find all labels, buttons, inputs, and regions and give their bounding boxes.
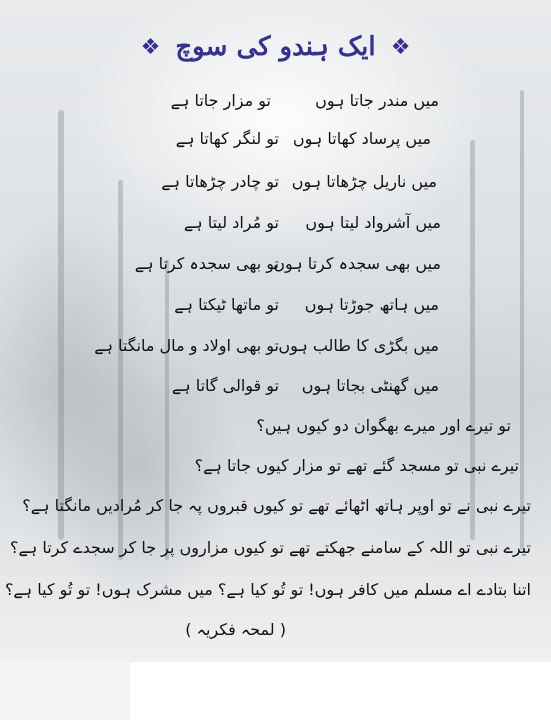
pair-left-6: تو ماتھا ٹیکتا ہے xyxy=(174,295,279,314)
bottom-blank-strip xyxy=(0,662,130,720)
pair-right-4: میں آشرواد لیتا ہوں xyxy=(305,213,441,232)
question-3: تیرے نبی نے تو اوپر ہاتھ اٹھائے تھے تو کیوں قبروں پہ جا کر مُرادیں مانگتا ہے؟ xyxy=(22,496,531,515)
pair-right-7: میں بگڑی کا طالب ہوں xyxy=(278,336,439,355)
question-2: تیرے نبی تو مسجد گئے تھے تو مزار کیوں جاتا ہے؟ xyxy=(194,456,519,475)
pair-left-1: تو مزار جاتا ہے xyxy=(170,91,271,110)
ornament-icon: ❖ xyxy=(140,34,161,60)
page-title: ایک ہندو کی سوچ xyxy=(175,32,376,62)
tree-trunk xyxy=(58,110,64,540)
title-row xyxy=(0,32,551,62)
pair-left-4: تو مُراد لیتا ہے xyxy=(183,213,279,232)
pair-left-3: تو چادر چڑھاتا ہے xyxy=(161,172,279,191)
pair-left-7: تو بھی اولاد و مال مانگتا ہے xyxy=(94,336,279,355)
closing-remark: ( لمحہ فکریہ ) xyxy=(185,620,286,639)
pair-right-8: میں گھنٹی بجاتا ہوں xyxy=(301,376,439,395)
pair-right-6: میں ہاتھ جوڑتا ہوں xyxy=(304,295,439,314)
pair-left-2: تو لنگر کھاتا ہے xyxy=(175,129,279,148)
question-5: اتنا بتادے اے مسلم میں کافر ہوں! تو تُو کیا ہے؟ میں مشرک ہوں! تو تُو کیا ہے؟ xyxy=(4,580,531,599)
pair-left-5: تو بھی سجدہ کرتا ہے xyxy=(134,254,279,273)
tree-trunk xyxy=(520,90,524,550)
tree-trunk xyxy=(470,140,475,540)
tree-trunk xyxy=(165,260,169,560)
pair-right-5: میں بھی سجدہ کرتا ہوں xyxy=(273,254,441,273)
pair-right-3: میں ناریل چڑھاتا ہوں xyxy=(291,172,437,191)
question-4: تیرے نبی تو اللہ کے سامنے جھکتے تھے تو کیوں مزاروں پر جا کر سجدے کرتا ہے؟ xyxy=(10,538,531,557)
pair-right-2: میں پرساد کھاتا ہوں xyxy=(292,129,431,148)
pair-right-1: میں مندر جاتا ہوں xyxy=(315,91,439,110)
pair-left-8: تو قوالی گاتا ہے xyxy=(171,376,279,395)
ornament-icon: ❖ xyxy=(390,34,411,60)
question-1: تو تیرے اور میرے بھگوان دو کیوں ہیں؟ xyxy=(256,416,511,435)
